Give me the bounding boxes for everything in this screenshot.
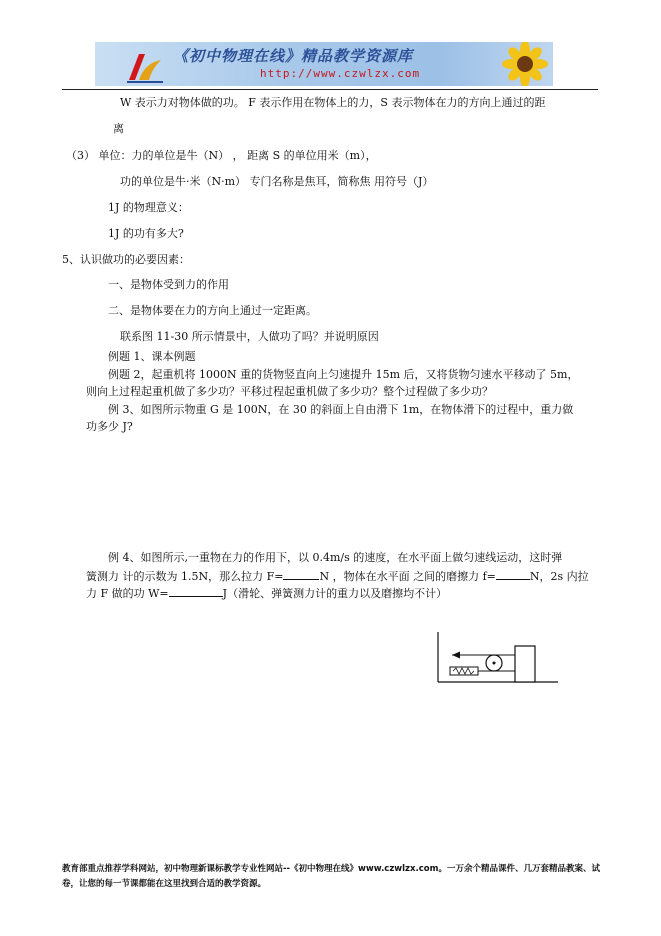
banner-url[interactable]: http://www.czwlzx.com <box>260 67 421 80</box>
example-2-line-2: 则向上过程起重机做了多少功？平移过程起重机做了多少功？整个过程做了多少功？ <box>86 385 493 398</box>
weight-block <box>515 646 535 682</box>
page-footer: 教育部重点推荐学科网站，初中物理新课标教学专业性网站--《初中物理在线》www.czwlzx.com。一万余个精品课件、几万套精品教案、试卷，让您的每一节课都能在这里找到合适的教学资源。 <box>62 864 600 889</box>
example-1-title: 例题 1、课本例题 <box>108 350 196 363</box>
example-3-line-2: 功多少 J? <box>86 420 133 433</box>
example-4-line-3 <box>86 586 447 601</box>
sunflower-icon <box>495 42 553 86</box>
example-3-line-1: 例 3、如图所示物重 G 是 100N，在 30 的斜面上自由滑下 1m，在物体滑下的过程中，重力做 <box>108 403 574 416</box>
pulley-diagram <box>430 628 562 688</box>
text-line-10: 联系图 11-30 所示情景中，人做功了吗？并说明原因 <box>120 330 379 343</box>
example-4-text-c: N，2s 内拉 <box>529 570 589 583</box>
example-2-line-1: 例题 2，起重机将 1000N 重的货物竖直向上匀速提升 15m 后，又将货物匀速水平移动了 5m， <box>108 368 579 381</box>
text-line-5: 1J 的物理意义： <box>108 201 189 214</box>
text-line-3: （3） 单位：力的单位是牛（N） ， 距离 S 的单位用米（m）， <box>66 149 377 162</box>
header-banner <box>95 42 553 86</box>
header-rule <box>62 89 598 90</box>
text-line-1: W 表示力对物体做的功。 F 表示作用在物体上的力，S 表示物体在力的方向上通过的距 <box>120 96 546 109</box>
text-line-4: 功的单位是牛·米（N·m） 专门名称是焦耳，简称焦 用符号（J） <box>120 175 434 188</box>
text-line-2: 离 <box>113 122 124 135</box>
example-4-text-e: J（滑轮、弹簧测力计的重力以及磨擦均不计） <box>222 587 448 600</box>
blank-force-f[interactable] <box>283 569 319 580</box>
text-line-9: 二、是物体要在力的方向上通过一定距离。 <box>108 304 317 317</box>
text-line-8: 一、是物体受到力的作用 <box>108 278 229 291</box>
example-4-text-b: N ，物体在水平面 之间的磨擦力 f= <box>319 570 496 583</box>
section-heading-5: 5、认识做功的必要因素： <box>62 253 190 266</box>
example-4-line-2 <box>86 569 589 584</box>
site-logo-icon <box>125 46 165 84</box>
example-4-line-1: 例 4、如图所示,一重物在力的作用下，以 0.4m/s 的速度，在水平面上做匀速线运动，这时弹 <box>108 551 563 564</box>
example-4-text-d: 力 F 做的功 W= <box>86 587 169 600</box>
blank-work-w[interactable] <box>169 586 223 597</box>
banner-title: 《初中物理在线》精品教学资源库 <box>173 47 414 65</box>
example-4-text-a: 簧测力 计的示数为 1.5N，那么拉力 F= <box>86 570 284 583</box>
text-line-6: 1J 的功有多大? <box>108 227 184 240</box>
blank-friction-f[interactable] <box>496 569 530 580</box>
force-arrow-icon <box>452 652 460 659</box>
